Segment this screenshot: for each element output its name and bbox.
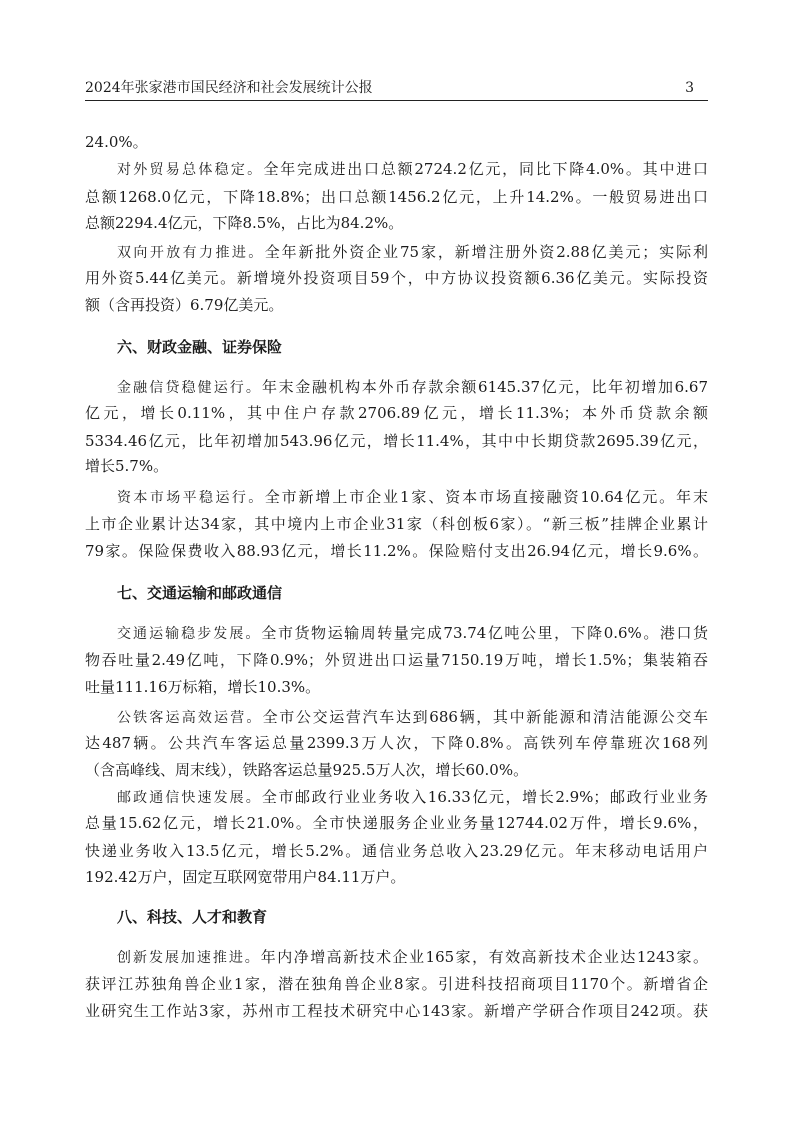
line-text: 额（含再投资）6.79亿美元。 (85, 296, 284, 314)
paragraph-line (85, 648, 708, 672)
paragraph-line (117, 240, 708, 264)
paragraph-line (85, 185, 708, 209)
paragraph-line (85, 972, 708, 996)
line-text: 亿元，增长0.11%，其中住户存款2706.89亿元，增长11.3%；本外币贷款余额 (85, 404, 708, 422)
line-text: 增长5.7%。 (85, 457, 169, 475)
line-text: 物吞吐量2.49亿吨，下降0.9%；外贸进出口运量7150.19万吨，增长1.5%；集装箱吞 (85, 651, 708, 669)
paragraph-lead: 资本市场平稳运行。 (117, 490, 265, 506)
document-title: 2024年张家港市国民经济和社会发展统计公报 (85, 80, 373, 96)
paragraph-line (117, 375, 708, 399)
line-text: 总额1268.0亿元，下降18.8%；出口总额1456.2亿元，上升14.2%。一般贸易进出口 (85, 188, 708, 206)
paragraph-line (85, 454, 708, 478)
paragraph-line (85, 293, 708, 317)
page-number: 3 (685, 80, 694, 96)
paragraph-lead: 金融信贷稳健运行。 (117, 380, 263, 396)
line-text: 79家。保险保费收入88.93亿元，增长11.2%。保险赔付支出26.94亿元，增长9.6%。 (85, 542, 708, 560)
paragraph-line (85, 429, 708, 453)
line-text: 全市邮政行业业务收入16.33亿元，增长2.9%；邮政行业业务 (261, 788, 708, 806)
line-text: 获评江苏独角兽企业1家，潜在独角兽企业8家。引进科技招商项目1170个。新增省企 (85, 975, 708, 993)
paragraph-lead: 公铁客运高效运营。 (117, 710, 263, 726)
paragraph-line (85, 865, 708, 889)
line-text: 全市新增上市企业1家、资本市场直接融资10.64亿元。年末 (264, 488, 708, 506)
line-text: 达487辆。公共汽车客运总量2399.3万人次，下降0.8%。高铁列车停靠班次168列 (85, 734, 708, 752)
line-text: 总额2294.4亿元，下降8.5%，占比为84.2%。 (85, 214, 404, 232)
paragraph-line (117, 621, 708, 645)
paragraph-line (85, 266, 708, 290)
paragraph-lead: 交通运输稳步发展。 (117, 626, 262, 642)
header (85, 78, 708, 98)
line-text: 年内净增高新技术企业165家，有效高新技术企业达1243家。 (260, 948, 708, 966)
line-text: 192.42万户，固定互联网宽带用户84.11万户。 (85, 868, 406, 886)
line-text: 用外资5.44亿美元。新增境外投资项目59个，中方协议投资额6.36亿美元。实际投资 (85, 269, 708, 287)
paragraph-line (85, 512, 708, 536)
line-text: 年末金融机构本外币存款余额6145.37亿元，比年初增加6.67 (262, 378, 708, 396)
section-heading: 八、科技、人才和教育 (117, 908, 268, 926)
paragraph-line (117, 705, 708, 729)
paragraph-line (117, 485, 708, 509)
line-text: 快递业务收入13.5亿元，增长5.2%。通信业务总收入23.29亿元。年末移动电话用户 (85, 842, 708, 860)
paragraph-line (85, 731, 708, 755)
paragraph-line (117, 785, 708, 809)
paragraph-lead: 邮政通信快速发展。 (117, 790, 262, 806)
paragraph-line (85, 211, 708, 235)
paragraph-line (85, 539, 708, 563)
line-text: 全市货物运输周转量完成73.74亿吨公里，下降0.6%。港口货 (261, 624, 708, 642)
header-divider (85, 100, 708, 101)
paragraph-line (85, 999, 708, 1023)
line-text: 5334.46亿元，比年初增加543.96亿元，增长11.4%，其中中长期贷款2695.39亿元， (85, 432, 708, 450)
line-text: 上市企业累计达34家，其中境内上市企业31家（科创板6家）。“新三板”挂牌企业累计 (85, 515, 708, 533)
paragraph-line (117, 157, 708, 181)
section-heading: 七、交通运输和邮政通信 (117, 584, 283, 602)
paragraph-line (85, 811, 708, 835)
line-text: 业研究生工作站3家，苏州市工程技术研究中心143家。新增产学研合作项目242项。获 (85, 1002, 708, 1020)
section-heading: 六、财政金融、证券保险 (117, 338, 283, 356)
paragraph-line (85, 758, 708, 782)
paragraph-line (85, 130, 708, 154)
line-text: 全年完成进出口总额2724.2亿元，同比下降4.0%。其中进口 (263, 160, 708, 178)
line-text: 24.0%。 (85, 133, 148, 151)
paragraph-line (85, 839, 708, 863)
line-text: （含高峰线、周末线），铁路客运总量925.5万人次，增长60.0%。 (85, 761, 529, 779)
paragraph-lead: 创新发展加速推进。 (117, 950, 261, 966)
paragraph-line (85, 675, 708, 699)
paragraph-lead: 双向开放有力推进。 (117, 245, 265, 261)
paragraph-line (85, 401, 708, 425)
paragraph-lead: 对外贸易总体稳定。 (117, 162, 264, 178)
line-text: 吐量111.16万标箱，增长10.3%。 (85, 678, 321, 696)
paragraph-line (117, 945, 708, 969)
line-text: 全年新批外资企业75家，新增注册外资2.88亿美元；实际利 (264, 243, 708, 261)
line-text: 全市公交运营汽车达到686辆，其中新能源和清洁能源公交车 (262, 708, 708, 726)
line-text: 总量15.62亿元，增长21.0%。全市快递服务企业业务量12744.02万件，增长9.6%， (85, 814, 708, 832)
